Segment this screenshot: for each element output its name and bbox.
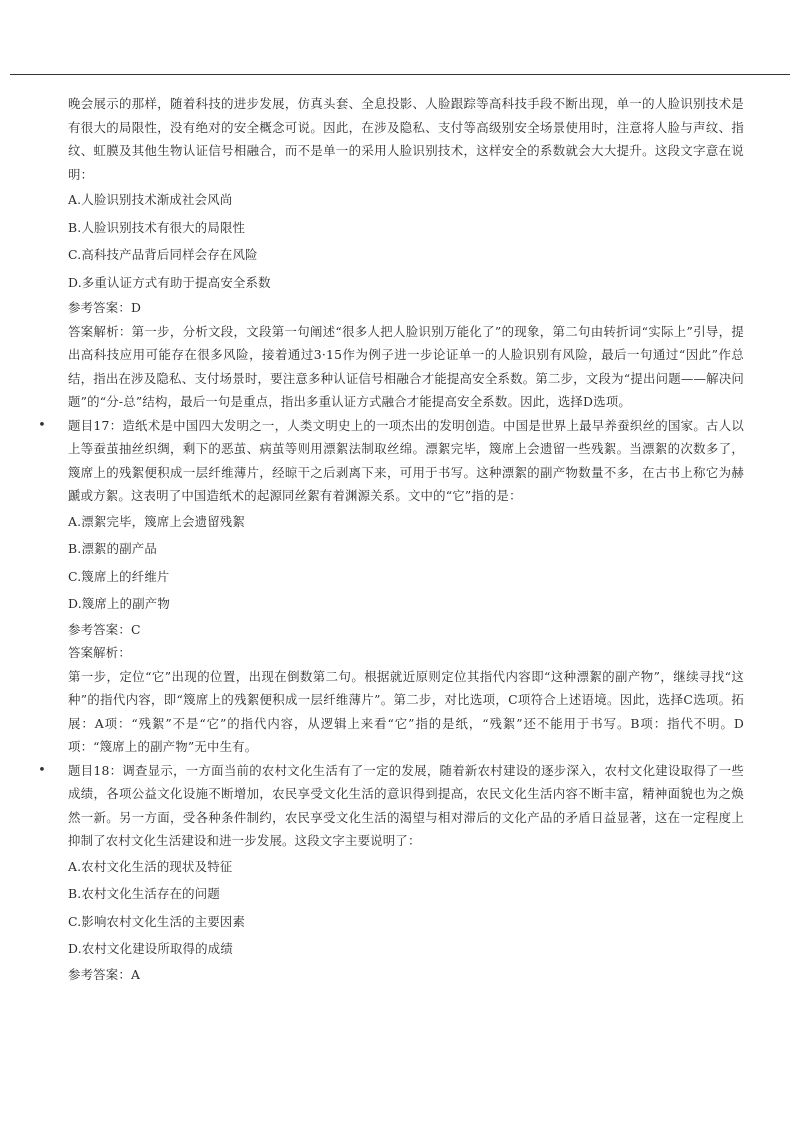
option-a: A.农村文化生活的现状及特征 [68, 858, 233, 874]
bullet-icon: • [38, 417, 46, 433]
option-d: D.农村文化建设所取得的成绩 [68, 941, 233, 956]
question-stem: 晚会展示的那样，随着科技的进步发展，仿真头套、全息投影、人脸跟踪等高科技手段不断出现，单一的人脸识别技术是有很大的局限性，没有绝对的安全概念可说。因此，在涉及隐私、支付等高级别安全场景使用时，注意将人脸与声纹、指纹、虹膜及其他生物认证信号相融合，而不是单一的采用人脸识别技术，这样安全的系数就会大大提升。这段文字意在说明： [68, 96, 744, 182]
option-a: A.漂絮完毕，篾席上会遗留残絮 [68, 513, 245, 529]
analysis-label: 答案解析： [68, 645, 131, 660]
question-16-continuation [68, 92, 744, 414]
bullet-icon: • [38, 762, 46, 778]
question-stem: 题目17：造纸术是中国四大发明之一，人类文明史上的一项杰出的发明创造。中国是世界上最早养蚕织丝的国家。古人以上等蚕茧抽丝织绸，剩下的恶茧、病茧等则用漂絮法制取丝绵。漂絮完毕，篾席上会遗留一些残絮。当漂絮的次数多了，篾席上的残絮便积成一层纤维薄片，经晾干之后剥离下来，可用于书写。这种漂絮的副产物数量不多，在古书上称它为赫蹏或方絮。这表明了中国造纸术的起源同丝絮有着渊源关系。文中的“它”指的是： [68, 417, 744, 503]
document-body [38, 92, 744, 986]
option-d: D.篾席上的副产物 [68, 596, 170, 611]
question-17 [38, 414, 744, 759]
option-c: C.影响农村文化生活的主要因素 [68, 913, 246, 929]
option-a: A.人脸识别技术渐成社会风尚 [68, 192, 233, 207]
question-stem: 题目18：调查显示，一方面当前的农村文化生活有了一定的发展，随着新农村建设的逐步深入，农村文化建设取得了一些成绩，各项公益文化设施不断增加，农民享受文化生活的意识得到提高，农民文化生活内容不断丰富，精神面貌也为之焕然一新。另一方面，受各种条件制约，农民享受文化生活的渴望与相对滞后的文化产品的矛盾日益显著，这在一定程度上抑制了农村文化生活建设和进一步发展。这段文字主要说明了： [68, 762, 744, 848]
option-c: C.篾席上的纤维片 [68, 568, 170, 584]
reference-answer: 参考答案：D [68, 300, 142, 315]
reference-answer: 参考答案：C [68, 621, 141, 637]
option-c: C.高科技产品背后同样会存在风险 [68, 247, 258, 262]
question-18 [38, 759, 744, 987]
option-b: B.漂絮的副产品 [68, 541, 157, 556]
reference-answer: 参考答案：A [68, 966, 141, 982]
answer-analysis: 第一步，定位“它”出现的位置，出现在倒数第二句。根据就近原则定位其指代内容即“这种漂絮的副产物”，继续寻找“这种”的指代内容，即“篾席上的残絮便积成一层纤维薄片”。第二步，对比选项，C项符合上述语境。因此，选择C选项。拓展：A项：“残絮”不是“它”的指代内容，从逻辑上来看“它”指的是纸，“残絮”还不能用于书写。B项：指代不明。D项：“篾席上的副产物”无中生有。 [68, 668, 744, 754]
option-b: B.人脸识别技术有很大的局限性 [68, 219, 246, 235]
option-d: D.多重认证方式有助于提高安全系数 [68, 274, 271, 290]
answer-analysis: 答案解析：第一步，分析文段，文段第一句阐述“很多人把人脸识别万能化了”的现象，第二句由转折词“实际上”引导，提出高科技应用可能存在很多风险，接着通过3·15作为例子进一步论证单一的人脸识别有风险，最后一句通过“因此”作总结，指出在涉及隐私、支付场景时，要注意多种认证信号相融合才能提高安全系数。第二步，文段为“提出问题——解决问题”的“分-总”结构，最后一句是重点，指出多重认证方式融合才能提高安全系数。因此，选择D选项。 [68, 323, 744, 409]
option-b: B.农村文化生活存在的问题 [68, 886, 220, 901]
header-rule [10, 74, 790, 75]
